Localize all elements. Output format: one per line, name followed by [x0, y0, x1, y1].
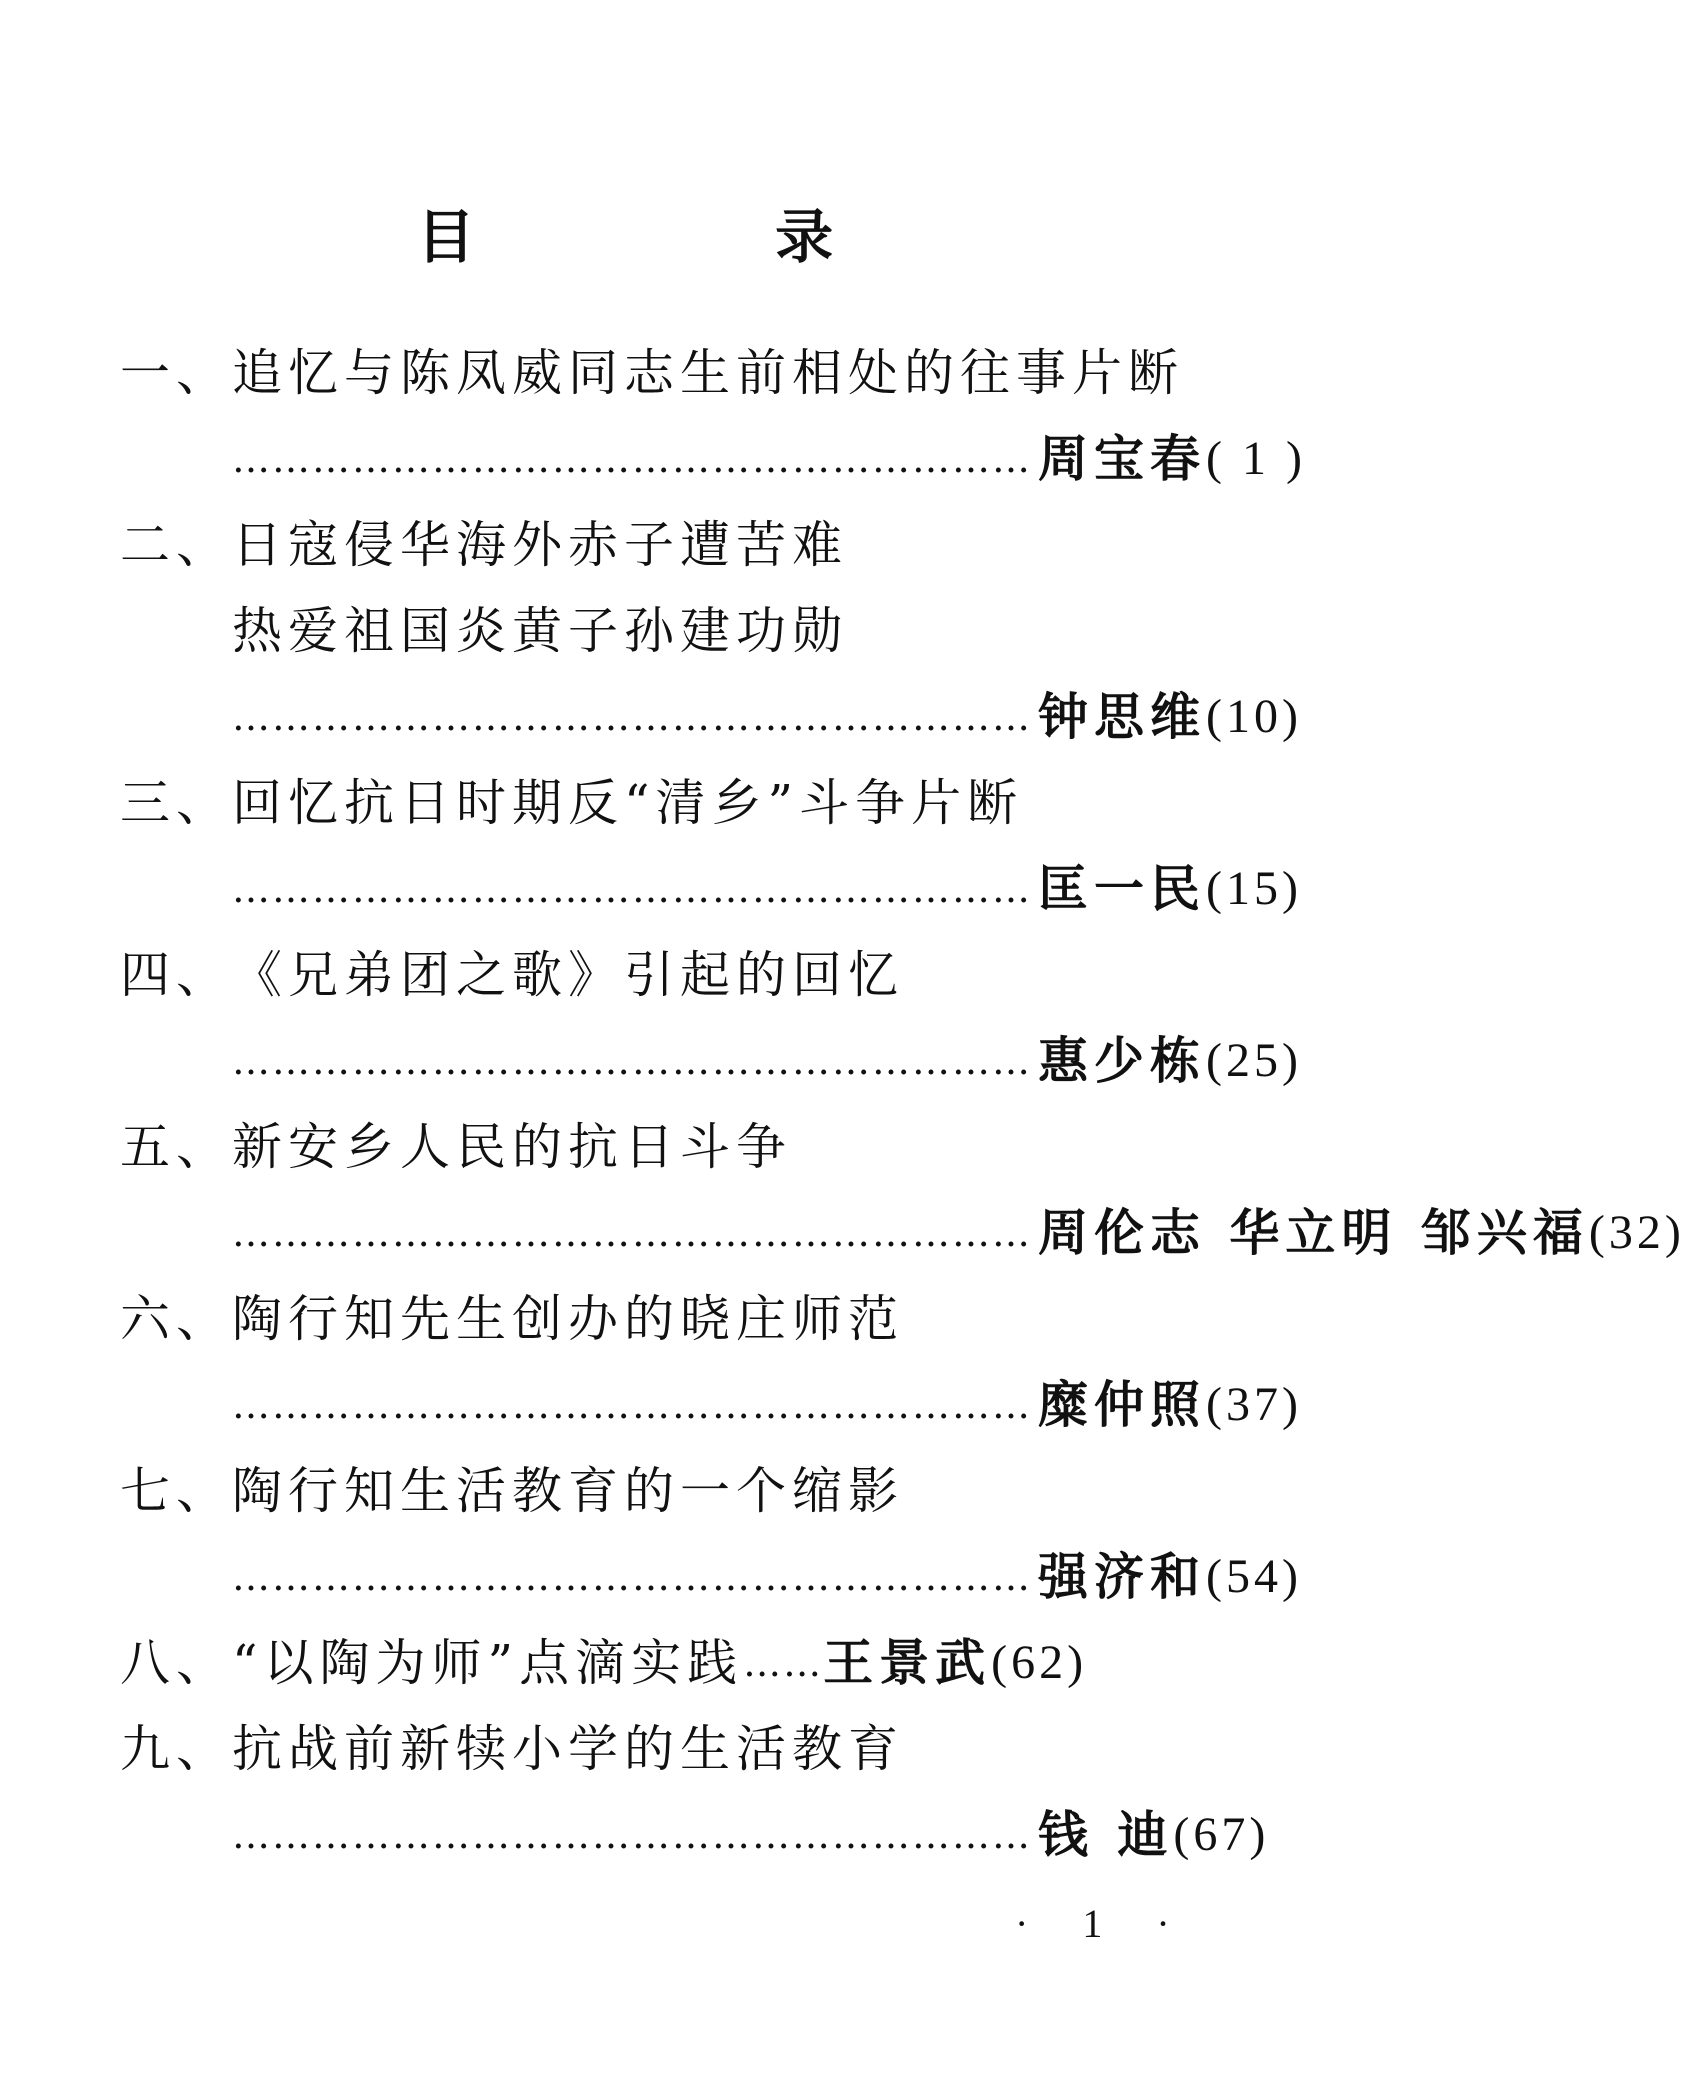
entry-author: 钟思维 — [1038, 687, 1206, 746]
entry-page: (25) — [1206, 1034, 1302, 1087]
entry-number: 七、 — [120, 1462, 232, 1520]
toc-entry-author-line — [120, 674, 1302, 760]
toc-entry-heading — [120, 502, 1200, 588]
entry-title: 陶行知生活教育的一个缩影 — [232, 1462, 904, 1520]
page-number: · 1 · — [1015, 1901, 1192, 1946]
table-of-contents — [120, 330, 1685, 1878]
entry-title: 《兄弟团之歌》引起的回忆 — [232, 946, 904, 1004]
entry-title: 回忆抗日时期反“清乡”斗争片断 — [232, 774, 1024, 832]
toc-entry-heading — [120, 760, 1200, 846]
toc-entry-heading — [120, 1706, 1200, 1792]
entry-number: 三、 — [120, 774, 232, 832]
toc-entry-heading — [120, 1104, 1200, 1190]
entry-page: (62) — [991, 1636, 1088, 1689]
toc-entry-heading — [120, 1276, 1200, 1362]
toc-entry-author-line — [120, 846, 1302, 932]
entry-title: 追忆与陈凤威同志生前相处的往事片断 — [232, 344, 1184, 402]
page-title: 目 录 — [416, 203, 974, 271]
entry-author: 钱 迪 — [1038, 1805, 1174, 1864]
entry-page: (32) — [1588, 1206, 1685, 1259]
leader-dots: …………………………………………………… — [232, 1555, 1032, 1599]
entry-number: 四、 — [120, 946, 232, 1004]
toc-entry-author-line — [120, 1190, 1685, 1276]
toc-entry-heading — [120, 330, 1200, 416]
entry-page: (37) — [1206, 1378, 1302, 1431]
entry-number: 九、 — [120, 1720, 232, 1778]
entry-page: (54) — [1206, 1550, 1302, 1603]
leader-dots: …………………………………………………… — [232, 695, 1032, 739]
entry-title: “以陶为师”点滴实践 — [232, 1634, 744, 1692]
entry-title: 新安乡人民的抗日斗争 — [232, 1118, 792, 1176]
toc-entry-author-line — [120, 1792, 1270, 1878]
toc-entry-author-line — [120, 416, 1306, 502]
entry-number: 五、 — [120, 1118, 232, 1176]
entry-number: 二、 — [120, 516, 232, 574]
entry-author: 强济和 — [1038, 1547, 1206, 1606]
leader-dots: …………………………………………………… — [232, 437, 1032, 481]
leader-dots: …………………………………………………… — [232, 1211, 1032, 1255]
entry-author: 周宝春 — [1038, 429, 1206, 488]
toc-entry-author-line — [120, 1534, 1302, 1620]
toc-entry-heading — [120, 1620, 1200, 1706]
entry-number: 六、 — [120, 1290, 232, 1348]
toc-entry-author-line — [120, 1362, 1302, 1448]
entry-author: 王景武 — [823, 1633, 992, 1692]
entry-title: 陶行知先生创办的晓庄师范 — [232, 1290, 904, 1348]
entry-title: 热爱祖国炎黄子孙建功勋 — [232, 602, 848, 660]
entry-page: (67) — [1173, 1808, 1270, 1861]
leader-dots: …………………………………………………… — [232, 1813, 1032, 1857]
entry-page: (10) — [1206, 690, 1302, 743]
entry-number: 八、 — [120, 1634, 232, 1692]
leader-dots: …………………………………………………… — [232, 867, 1032, 911]
toc-entry-heading — [120, 932, 1200, 1018]
leader-dots: …………………………………………………… — [232, 1383, 1032, 1427]
entry-author: 惠少栋 — [1038, 1031, 1206, 1090]
entry-author: 周伦志 华立明 邹兴福 — [1038, 1203, 1589, 1262]
toc-entry-author-line — [120, 1018, 1302, 1104]
entry-author: 糜仲照 — [1038, 1375, 1206, 1434]
toc-entry-heading — [120, 1448, 1200, 1534]
toc-entry-title-continuation — [120, 588, 1200, 674]
entry-title: 抗战前新犊小学的生活教育 — [232, 1720, 904, 1778]
entry-page: ( 1 ) — [1206, 432, 1306, 485]
entry-title: 日寇侵华海外赤子遭苦难 — [232, 516, 848, 574]
leader-dots: …………………………………………………… — [232, 1039, 1032, 1083]
entry-number: 一、 — [120, 344, 232, 402]
entry-page: (15) — [1206, 862, 1302, 915]
entry-author: 匡一民 — [1038, 859, 1206, 918]
leader-dots: …… — [743, 1641, 824, 1685]
